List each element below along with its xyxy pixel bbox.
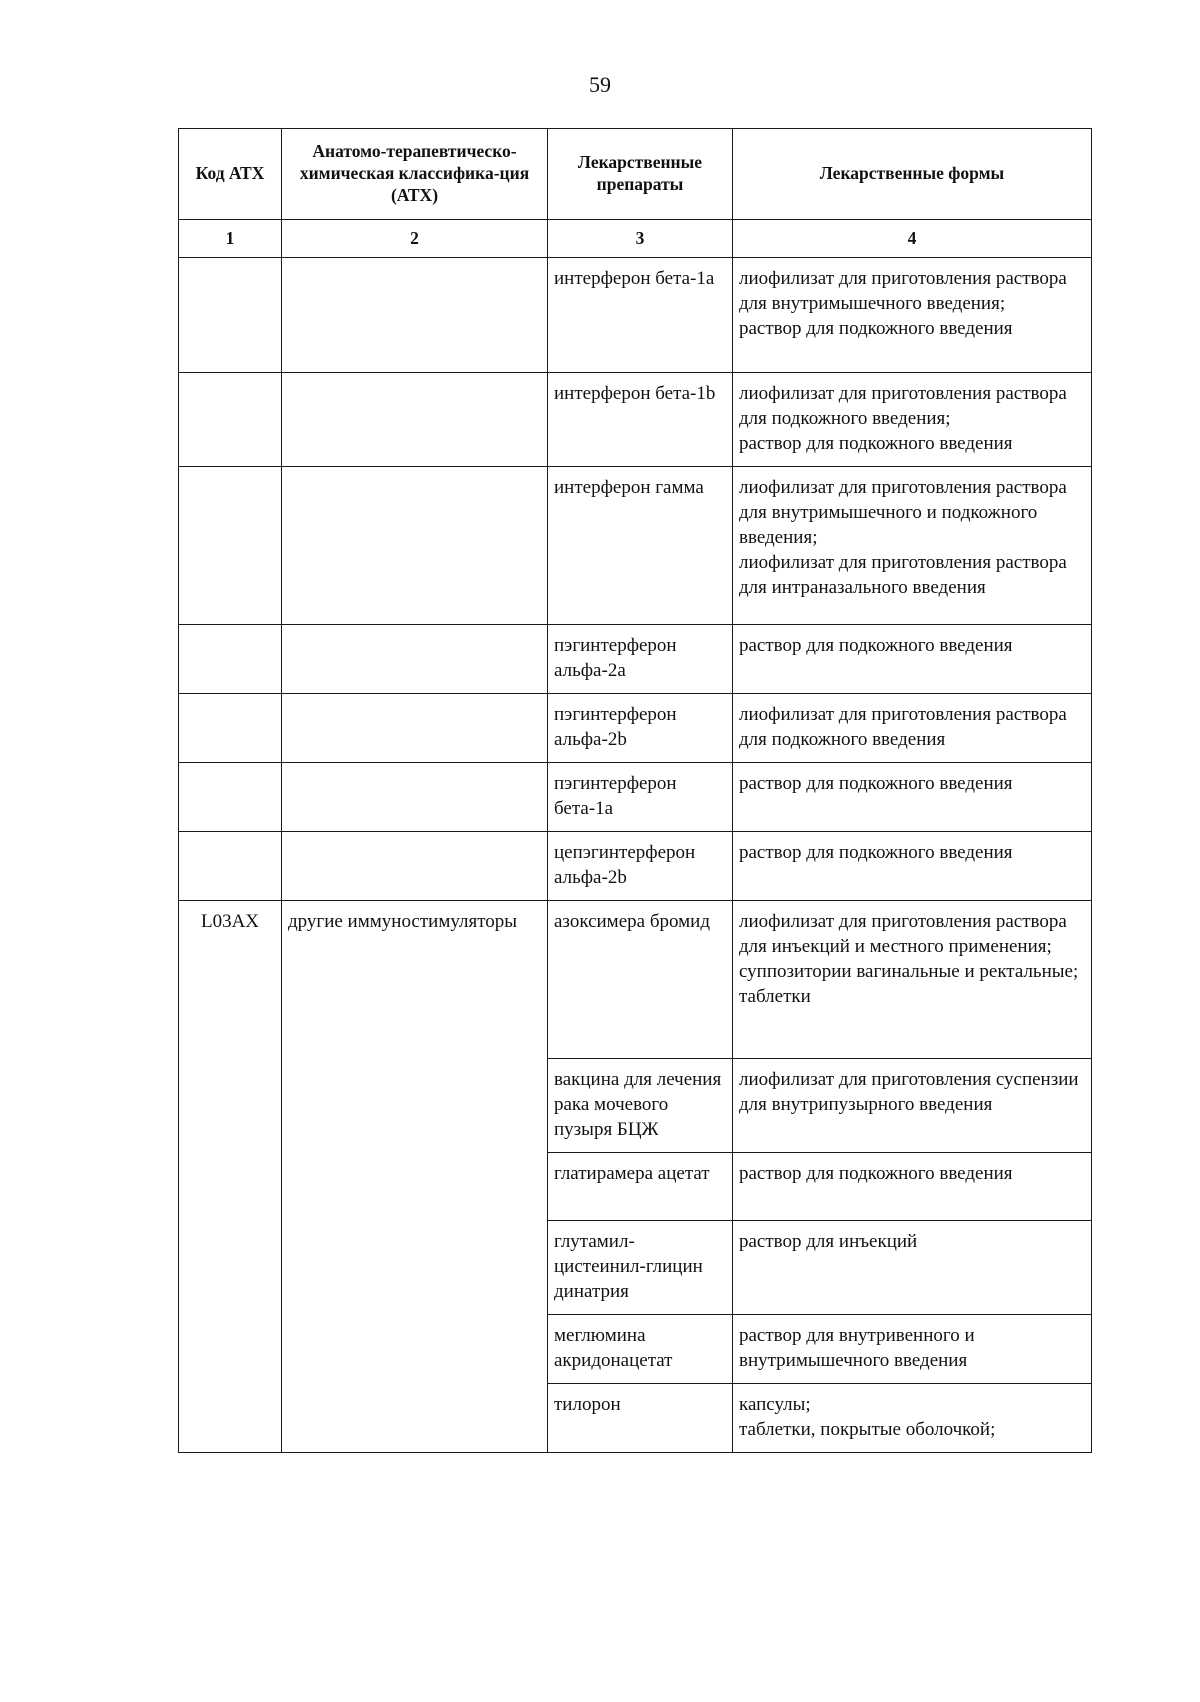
atx-code-cell [179,467,282,625]
atx-classification-cell [282,625,548,694]
atx-code-cell [179,694,282,763]
dosage-forms-cell [733,1059,1092,1153]
column-number-row [179,220,1092,258]
atx-code-cell [179,258,282,373]
atx-table [178,128,1092,1453]
dosage-form-line: лиофилизат для приготовления раствора для внутримышечного и подкожного введения; [739,477,1067,548]
column-number: 4 [733,220,1092,258]
dosage-forms-cell [733,1315,1092,1384]
dosage-forms-cell [733,258,1092,373]
atx-code-cell: L03AX [179,901,282,1453]
atx-classification-cell [282,373,548,467]
atx-classification-cell [282,832,548,901]
dosage-form-line: раствор для подкожного введения [739,635,1013,656]
dosage-form-line: лиофилизат для приготовления раствора для внутримышечного введения; [739,268,1067,314]
dosage-form-line: суппозитории вагинальные и ректальные; [739,961,1079,982]
dosage-form-line: лиофилизат для приготовления суспензии для внутрипузырного введения [739,1069,1079,1115]
dosage-forms-cell [733,1384,1092,1453]
drug-cell: пэгинтерферон бета-1a [548,763,733,832]
drug-cell: азоксимера бромид [548,901,733,1059]
dosage-form-line: раствор для внутривенного и внутримышечного введения [739,1325,975,1371]
atx-code-cell [179,625,282,694]
atx-classification-cell [282,694,548,763]
dosage-form-line: раствор для подкожного введения [739,318,1013,339]
drug-cell: интерферон бета-1a [548,258,733,373]
drug-cell: глутамил-цистеинил-глицин динатрия [548,1221,733,1315]
dosage-forms-cell [733,1221,1092,1315]
dosage-forms-cell [733,373,1092,467]
dosage-form-line: раствор для подкожного введения [739,842,1013,863]
atx-code-cell [179,373,282,467]
drug-cell: пэгинтерферон альфа-2a [548,625,733,694]
dosage-forms-cell [733,763,1092,832]
dosage-forms-cell [733,832,1092,901]
dosage-forms-cell [733,625,1092,694]
table-row [179,625,1092,694]
table-row [179,373,1092,467]
header-dosage-forms: Лекарственные формы [733,129,1092,220]
dosage-form-line: раствор для подкожного введения [739,1163,1013,1184]
dosage-form-line: лиофилизат для приготовления раствора для инъекций и местного применения; [739,911,1067,957]
column-number: 3 [548,220,733,258]
header-atx-classification: Анатомо-терапевтическо-химическая классифика-ция (АТХ) [282,129,548,220]
dosage-form-line: лиофилизат для приготовления раствора для подкожного введения [739,704,1067,750]
dosage-form-line: таблетки [739,986,811,1007]
atx-classification-cell: другие иммуностимуляторы [282,901,548,1453]
column-number: 1 [179,220,282,258]
drug-cell: цепэгинтерферон альфа-2b [548,832,733,901]
dosage-form-line: капсулы; [739,1394,811,1415]
dosage-form-line: раствор для инъекций [739,1231,918,1252]
dosage-forms-cell [733,1153,1092,1221]
table-row [179,467,1092,625]
drug-cell: интерферон гамма [548,467,733,625]
drug-cell: пэгинтерферон альфа-2b [548,694,733,763]
drug-cell: вакцина для лечения рака мочевого пузыря БЦЖ [548,1059,733,1153]
dosage-forms-cell [733,694,1092,763]
drug-cell: глатирамера ацетат [548,1153,733,1221]
atx-code-cell [179,763,282,832]
table-row [179,901,1092,1059]
table-row [179,694,1092,763]
dosage-forms-cell [733,467,1092,625]
header-drugs: Лекарственные препараты [548,129,733,220]
dosage-form-line: таблетки, покрытые оболочкой; [739,1419,996,1440]
dosage-forms-cell [733,901,1092,1059]
atx-code-cell [179,832,282,901]
table-row [179,258,1092,373]
drug-cell: тилорон [548,1384,733,1453]
atx-classification-cell [282,258,548,373]
table-row [179,832,1092,901]
header-atx-code: Код АТХ [179,129,282,220]
table-header-row [179,129,1092,220]
column-number: 2 [282,220,548,258]
dosage-form-line: лиофилизат для приготовления раствора для подкожного введения; [739,383,1067,429]
drug-cell: меглюмина акридонацетат [548,1315,733,1384]
dosage-form-line: лиофилизат для приготовления раствора для интраназального введения [739,552,1067,598]
page-number: 59 [589,72,611,97]
atx-classification-cell [282,763,548,832]
table-row [179,763,1092,832]
drug-cell: интерферон бета-1b [548,373,733,467]
atx-classification-cell [282,467,548,625]
dosage-form-line: раствор для подкожного введения [739,773,1013,794]
dosage-form-line: раствор для подкожного введения [739,433,1013,454]
